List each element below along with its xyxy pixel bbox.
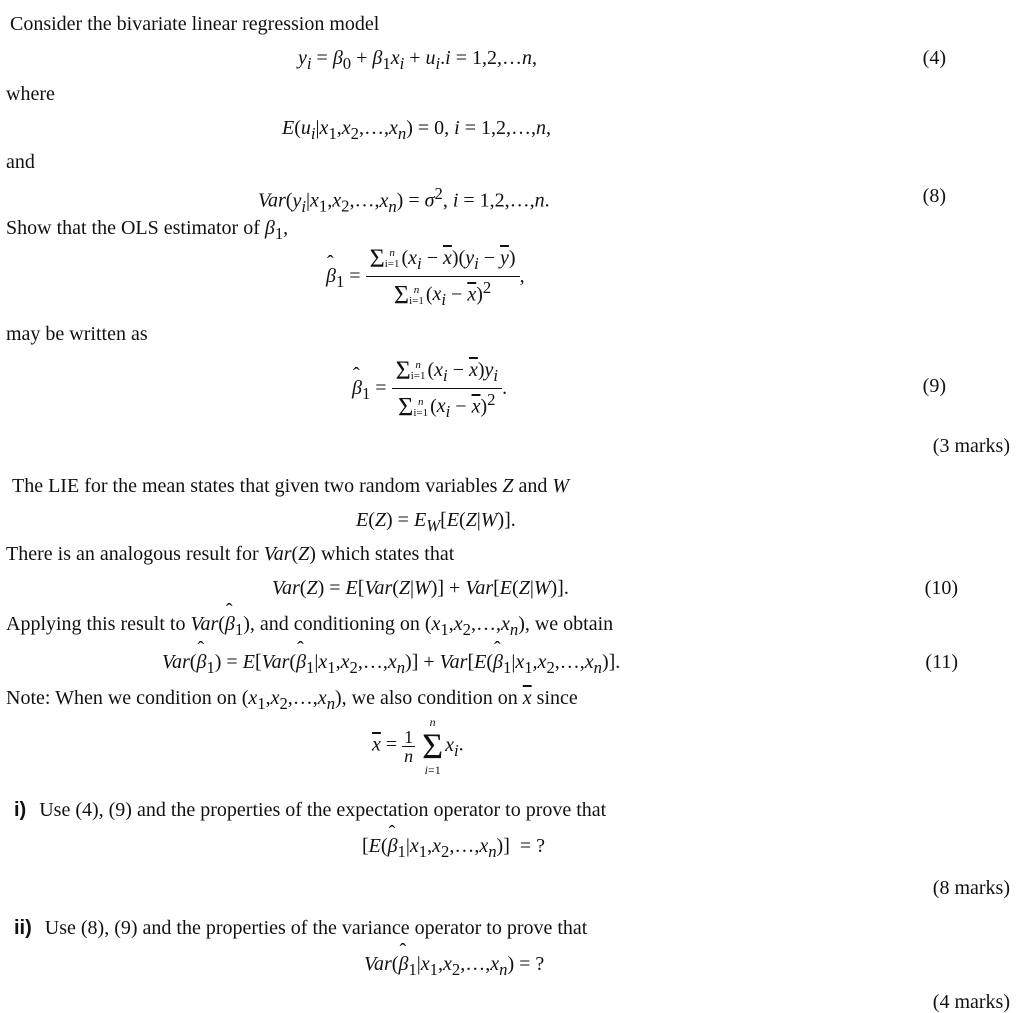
note-text: Note: When we condition on $(x_1,x_2,\dots,x_n)$, we also condition on $\overline{x}$ since xyxy=(6,687,578,713)
question-ii-label: ii) xyxy=(14,917,32,939)
question-i-text: Use (4), (9) and the properties of the expectation operator to prove that xyxy=(39,799,607,821)
question-ii xyxy=(14,918,587,938)
question-ii-equation: Var(ˆ $\beta_1|x_1,x_2,\dots,x_n$) = ? xyxy=(364,954,544,979)
equation-ols-estimator: ˆ $\beta_1$ = Σ n i=1 $(x_i - \overline{x})(y_i - \overline{y})$ Σ n i=1 $(x_i - \overline{x})^2$ , xyxy=(326,246,525,309)
applying-text: Applying this result to Var(ˆ $\beta_1$), and conditioning on $(x_1,x_2,\dots,x_n)$, we obtain xyxy=(6,614,613,639)
equation-model: $y_i = \beta_0 + \beta_1x_i + u_i.i$ = 1,2,…n, xyxy=(298,47,537,73)
marks-8: (8 marks) xyxy=(932,877,1010,899)
show-text: Show that the OLS estimator of $\beta_1$, xyxy=(6,217,289,243)
equation-conditional-variance: $Var(y_i|x_1,x_2,\dots,x_n) = \sigma^2$, i = 1,2,…,n. xyxy=(258,184,550,216)
equation-number-10: (10) xyxy=(924,577,958,599)
equation-mean-definition: $\overline{x}$ = $\frac{1}{n}$ n Σ i=1 $x_i$. xyxy=(372,715,464,777)
equation-variance-decomposition: Var(Z) = E[Var(Z|W)] + Var[E(Z|W)]. xyxy=(272,577,569,599)
equation-number-9: (9) xyxy=(922,375,946,397)
equation-variance-beta: Var(ˆ $\beta_1$) = E[Var(ˆ $\beta_1|x_1,x_2,\dots,x_n$)] + Var[E(ˆ $\beta_1|x_1,x_2,\dots,x_n$)]. xyxy=(162,652,620,677)
where-label: where xyxy=(6,83,55,105)
may-be-written-text: may be written as xyxy=(6,323,148,345)
marks-3: (3 marks) xyxy=(932,435,1010,457)
equation-number-8: (8) xyxy=(922,185,946,207)
equation-lie: $E(Z) = E_W[E(Z|W)]$. xyxy=(356,509,516,535)
lie-text: The LIE for the mean states that given two random variables Z and W xyxy=(12,475,570,497)
equation-ols-rewritten: ˆ $\beta_1$ = Σ n i=1 $(x_i - \overline{x})y_i$ Σ n i=1 $(x_i - \overline{x})^2$ . xyxy=(352,358,507,421)
analogous-text: There is an analogous result for Var(Z) which states that xyxy=(6,543,455,565)
question-ii-text: Use (8), (9) and the properties of the variance operator to prove that xyxy=(44,917,588,939)
equation-number-4: (4) xyxy=(922,47,946,69)
question-i xyxy=(14,800,606,820)
intro-text: Consider the bivariate linear regression model xyxy=(10,13,380,35)
marks-4: (4 marks) xyxy=(932,991,1010,1013)
and-label: and xyxy=(6,151,35,173)
question-i-equation: [E(ˆ $\beta_1|x_1,x_2,\dots,x_n$)] = ? xyxy=(362,836,545,861)
equation-number-11: (11) xyxy=(925,651,958,673)
question-i-label: i) xyxy=(14,799,27,821)
equation-conditional-mean: $E(u_i|x_1,x_2,\dots,x_n) = 0$, i = 1,2,…,n, xyxy=(282,117,551,143)
